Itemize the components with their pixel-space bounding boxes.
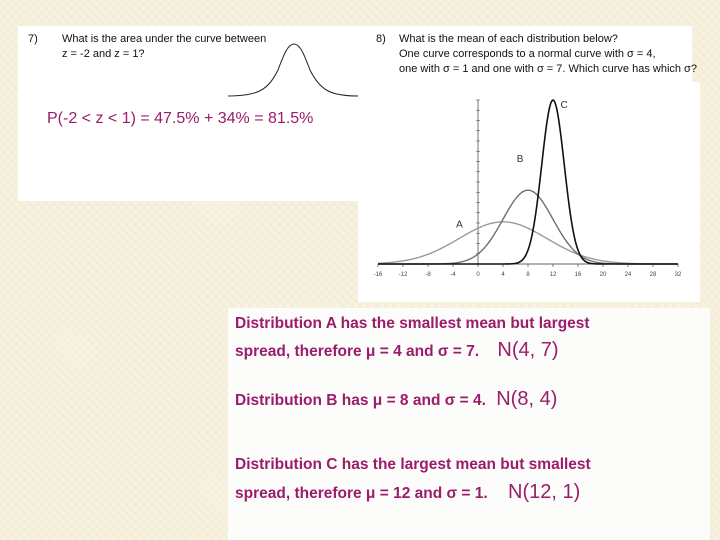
x-tick-label: 24	[624, 272, 632, 278]
x-tick-label: -4	[450, 272, 456, 278]
small-bell-curve	[228, 44, 358, 96]
curve-b	[378, 190, 678, 264]
x-tick-label: -12	[398, 272, 408, 278]
answer-c-line1: Distribution C has the largest mean but smallest	[235, 456, 591, 473]
question-7-answer: P(-2 < z < 1) = 47.5% + 34% = 81.5%	[47, 110, 314, 127]
question-7-number: 7)	[28, 33, 38, 45]
x-tick-label: 20	[599, 272, 607, 278]
answer-c-notation: N(12, 1)	[508, 481, 581, 503]
x-tick-label: 16	[574, 272, 582, 278]
x-tick-label: 8	[526, 272, 530, 278]
question-8-line1: What is the mean of each distribution below?	[399, 33, 618, 45]
curve-label-b: B	[516, 154, 524, 166]
x-tick-label: 12	[549, 272, 557, 278]
question-8-line3: one with σ = 1 and one with σ = 7. Which curve has which σ?	[399, 63, 697, 75]
question-7-line2: z = -2 and z = 1?	[62, 48, 145, 60]
small-bell-curve-illustration	[228, 40, 358, 98]
answer-b-line	[235, 386, 557, 414]
curve-c	[378, 100, 678, 264]
answer-a-notation: N(4, 7)	[497, 339, 559, 361]
x-tick-label: 0	[476, 272, 480, 278]
x-tick-label: 28	[649, 272, 657, 278]
x-tick-label: -16	[373, 272, 383, 278]
x-tick-label: 4	[501, 272, 505, 278]
answer-a-line1: Distribution A has the smallest mean but largest	[235, 315, 590, 332]
answer-c-line2	[235, 479, 580, 507]
answer-a-text: spread, therefore μ = 4 and σ = 7.	[235, 343, 480, 360]
question-7-line1: What is the area under the curve between	[62, 33, 267, 45]
answer-c-text: spread, therefore μ = 12 and σ = 1.	[235, 485, 488, 502]
curve-label-a: A	[456, 219, 463, 231]
answer-a-line2	[235, 337, 559, 365]
answer-b-text: Distribution B has μ = 8 and σ = 4.	[235, 392, 486, 409]
x-tick-label: 32	[674, 272, 682, 278]
answer-b-notation: N(8, 4)	[496, 388, 558, 410]
x-tick-label: -8	[425, 272, 431, 278]
curve-a	[378, 222, 678, 264]
normal-curves-chart	[370, 94, 686, 284]
curve-label-c: C	[560, 100, 568, 111]
question-8-number: 8)	[376, 33, 386, 45]
question-8-line2: One curve corresponds to a normal curve with σ = 4,	[399, 48, 656, 60]
